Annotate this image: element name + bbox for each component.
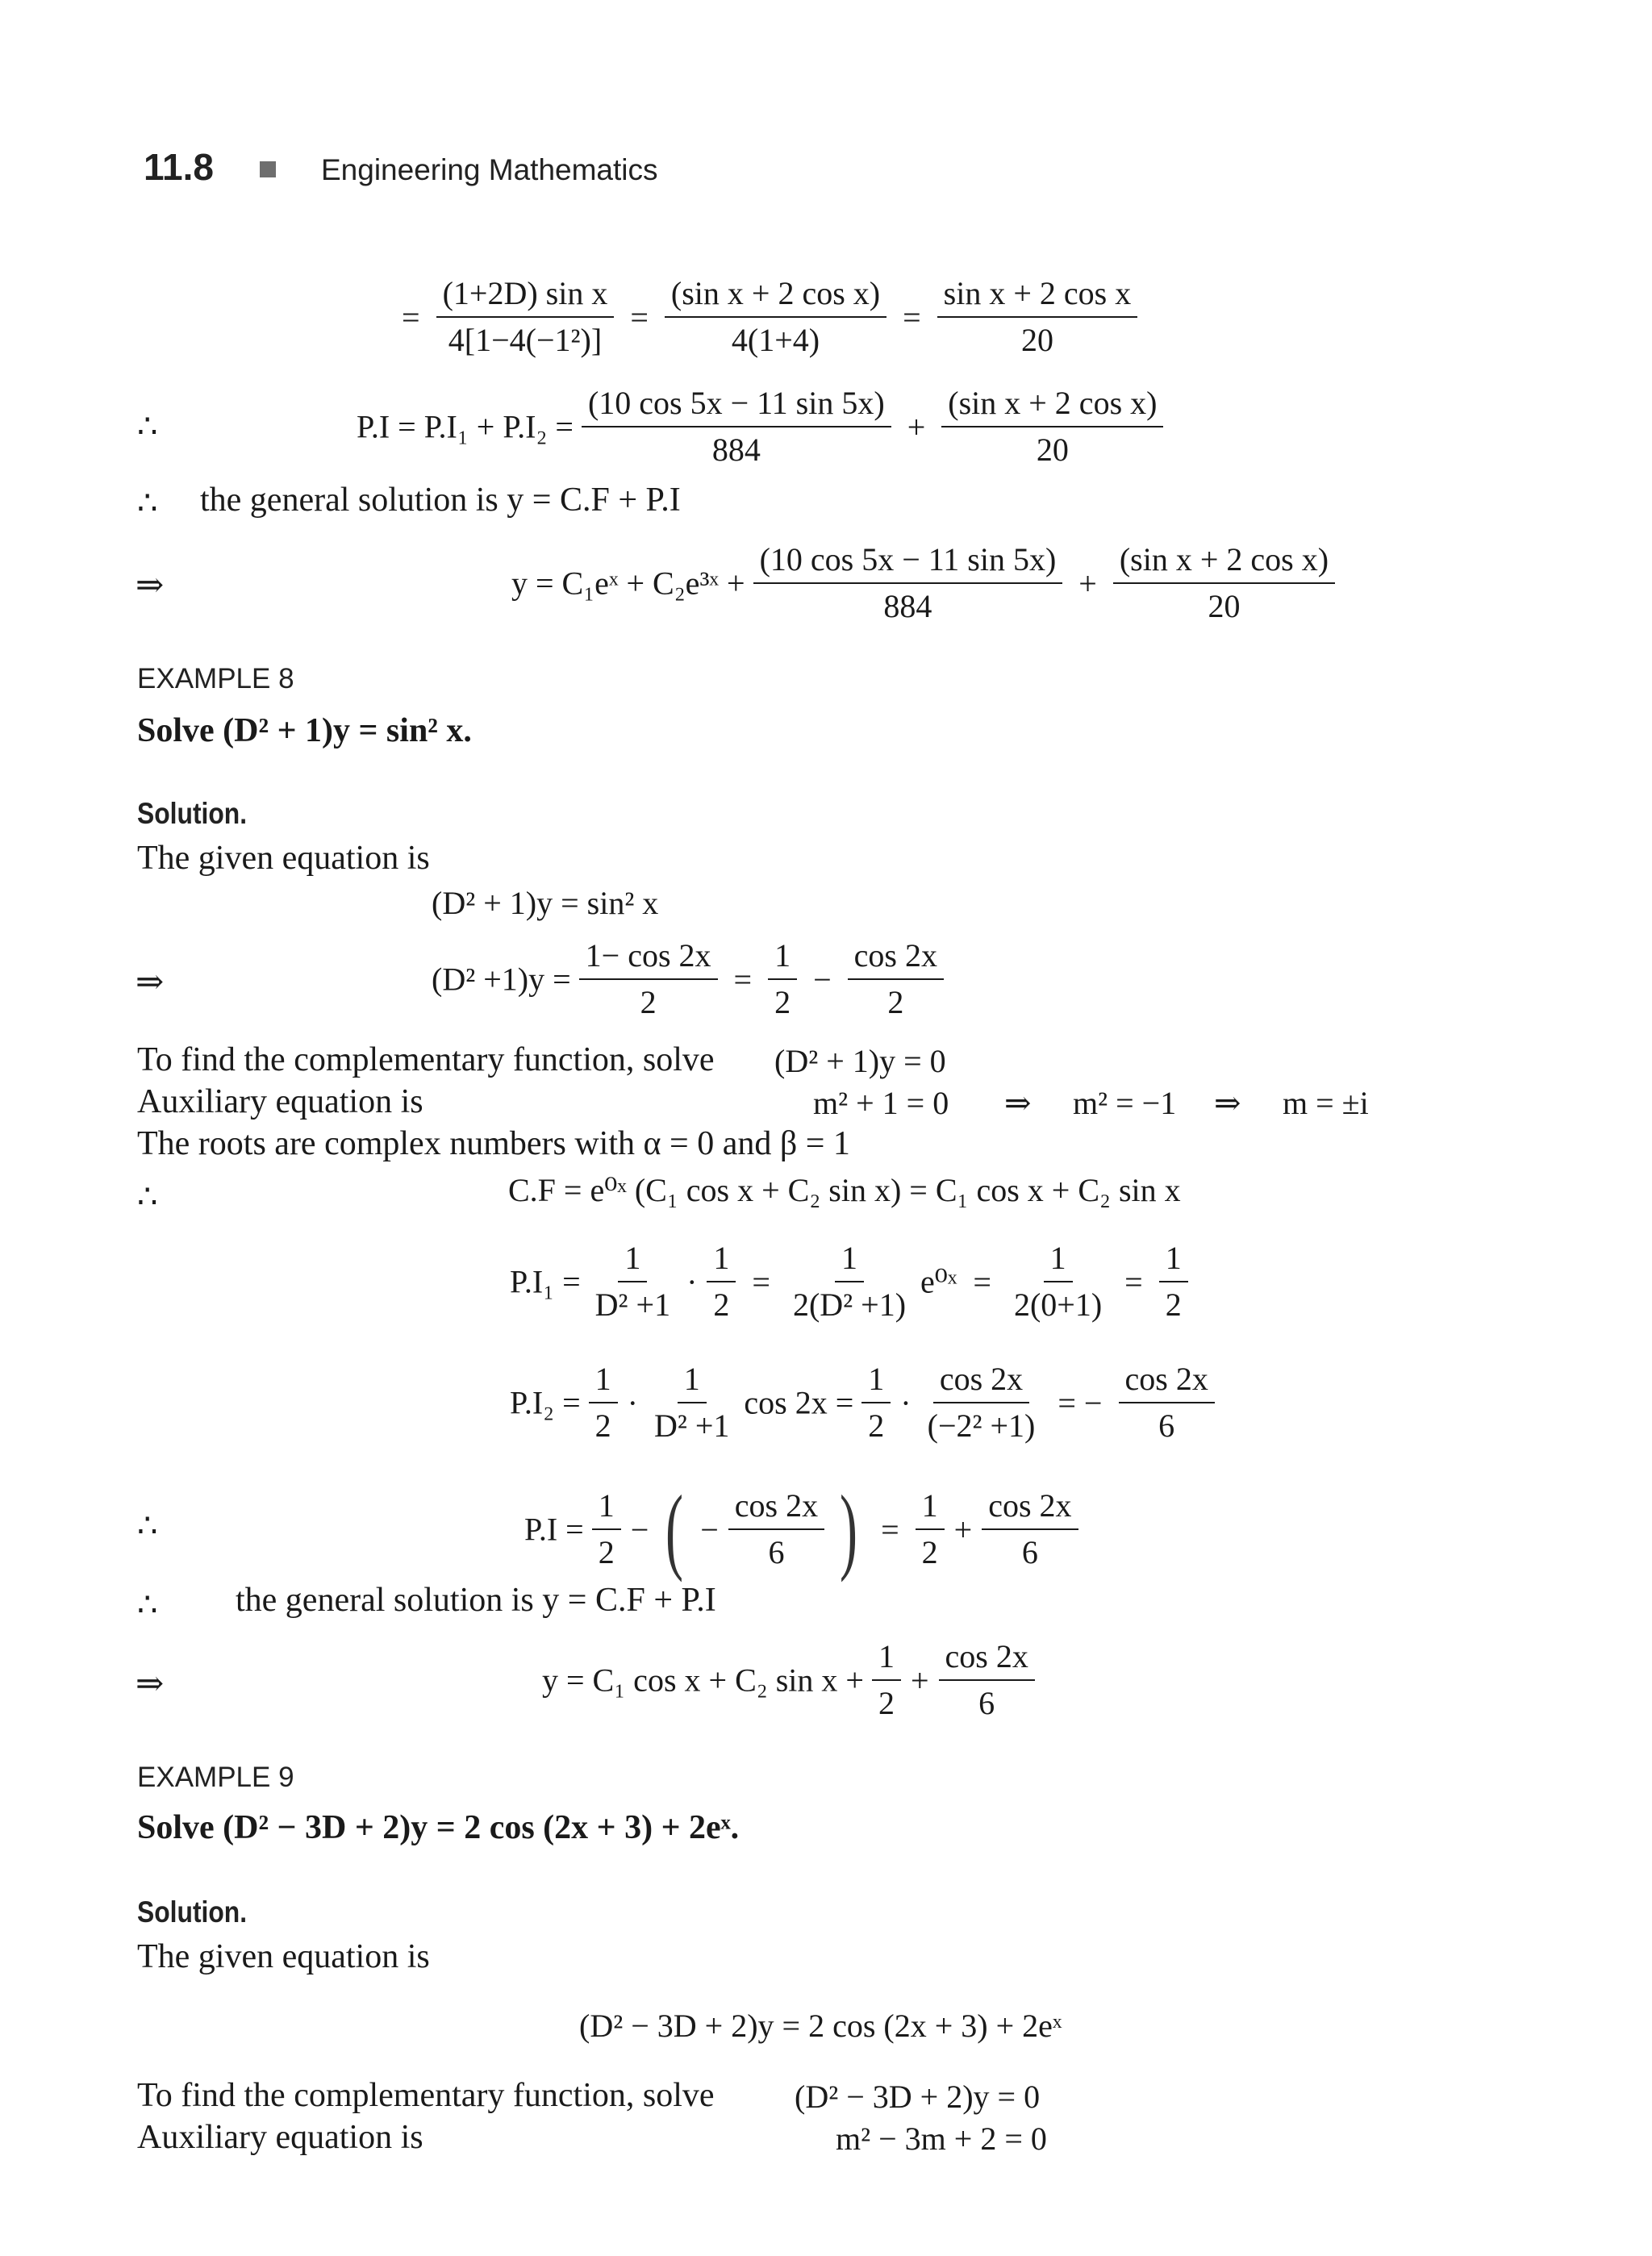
aux-text: Auxiliary equation is [137,1083,423,1120]
implies-symbol: ⇒ [1214,1085,1241,1121]
cf-equation: (D² − 3D + 2)y = 0 [795,2079,1041,2115]
intro-text: The given equation is [137,840,430,877]
general-solution-text: the general solution is y = C.F + P.I [200,482,681,519]
fraction: $\frac{1}{\text{2(D² +1)}}$ [792,1240,907,1323]
equation-expanded: (D² +1)y = $\frac{1- \cos 2x}{2}$ = $\frac{1}{2}$ − $\frac{\cos 2x}{2}$ [432,938,944,1020]
pi2-equation: P.I₂ = $\frac{1}{2}$ · $\frac{1}{\text{D² +1}}$ cos 2x = $\frac{1}{2}$ · $\frac{\cos 2x}{\text{(−2² +1)}}$ = − $\frac{\cos 2x}{6}$ [510,1362,1215,1444]
aux-equation-2: m² = −1 [1073,1085,1177,1121]
fraction: $\frac{1}{2}$ [861,1362,891,1444]
roots-text: The roots are complex numbers with α = 0 and β = 1 [137,1125,850,1162]
fraction: $\frac{\text{(1+2D) sin x}}{\text{4[1−4(−1²)]}}$ [436,276,615,358]
general-solution-equation: y = C₁ cos x + C₂ sin x + $\frac{1}{2}$ + $\frac{\cos 2x}{6}$ [542,1639,1035,1721]
page-number: 11.8 [144,146,214,188]
fraction: $\frac{\text{(sin x + 2 cos x)}}{20}$ [941,386,1163,468]
equation-given: (D² + 1)y = sin² x [432,885,659,921]
fraction: $\frac{1}{2}$ [872,1639,901,1721]
cf-result: C.F = e⁰ˣ (C₁ cos x + C₂ sin x) = C₁ cos x + C₂ sin x [508,1172,1181,1208]
problem-statement: Solve (D² + 1)y = sin² x. [137,712,472,749]
solution-label: Solution. [137,1895,248,1929]
fraction: $\frac{1}{2}$ [1159,1241,1188,1323]
fraction: $\frac{1}{\text{D² +1}}$ [653,1361,730,1444]
example-label: EXAMPLE 8 [137,663,294,694]
header-square-icon [260,161,276,177]
fraction: $\frac{(10 \cos 5x - 11 \sin 5x)}{884}$ [582,386,891,468]
fraction: $\frac{\cos 2x}{6}$ [728,1488,824,1570]
book-title: Engineering Mathematics [321,153,658,186]
solution-label: Solution. [137,797,248,830]
fraction: $\frac{\text{sin x + 2 cos x}}{20}$ [937,276,1138,358]
general-solution-text: the general solution is y = C.F + P.I [236,1582,716,1619]
fraction: $\frac{\cos 2x}{2}$ [848,938,944,1020]
fraction: $\frac{\cos 2x}{6}$ [939,1639,1035,1721]
equation-line-2: P.I = P.I₁ + P.I₂ = $\frac{(10 \cos 5x - 11 \sin 5x)}{884}$ + $\frac{\text{(sin x + 2 cos x)}}{20}$ [357,386,1163,468]
equation-line-1: = $\frac{\text{(1+2D) sin x}}{\text{4[1−4(−1²)]}}$ = $\frac{\text{(sin x + 2 cos x)}}{4(1+4)}$ = $\frac{\text{sin x + 2 cos x}}{20}$ [394,276,1137,358]
aux-equation-3: m = ±i [1283,1085,1369,1121]
therefore-symbol: ∴ [137,1587,158,1623]
fraction: $\frac{\cos 2x}{\text{(−2² +1)}}$ [927,1361,1036,1444]
pi-equation: P.I = $\frac{1}{2}$ − ( − $\frac{\cos 2x}{6}$ ) = $\frac{1}{2}$ + $\frac{\cos 2x}{6}$ [524,1481,1078,1578]
therefore-symbol: ∴ [137,408,158,444]
fraction: $\frac{1}{2(0+1)}$ [1013,1240,1103,1323]
fraction: $\frac{1}{2}$ [707,1241,736,1323]
intro-text: The given equation is [137,1938,430,1975]
example-label: EXAMPLE 9 [137,1762,294,1793]
fraction: $\frac{1}{2}$ [916,1488,945,1570]
fraction: $\frac{\text{(sin x + 2 cos x)}}{4(1+4)}$ [665,276,886,358]
fraction: $\frac{1}{\text{D² +1}}$ [594,1240,671,1323]
therefore-symbol: ∴ [137,485,158,521]
aux-equation: m² − 3m + 2 = 0 [836,2120,1047,2157]
pi1-equation: P.I₁ = $\frac{1}{\text{D² +1}}$ · $\frac{1}{2}$ = $\frac{1}{\text{2(D² +1)}}$ e⁰ˣ = $\frac{1}{2(0+1)}$ = $\frac{1}{2}$ [510,1241,1188,1323]
fraction: $\frac{\cos 2x}{6}$ [1119,1362,1215,1444]
implies-symbol: ⇒ [136,1666,165,1703]
fraction: $\frac{1- \cos 2x}{2}$ [579,938,718,1020]
equation-given: (D² − 3D + 2)y = 2 cos (2x + 3) + 2eˣ [579,2008,1062,2044]
fraction: $\frac{1}{2}$ [589,1362,618,1444]
fraction: $\frac{1}{2}$ [768,938,797,1020]
cf-text: To find the complementary function, solve [137,2077,715,2114]
cf-text: To find the complementary function, solve [137,1041,715,1078]
equation-line-4: y = C₁eˣ + C₂e³ˣ + $\frac{(10 \cos 5x - 11 \sin 5x)}{884}$ + $\frac{\text{(sin x + 2 cos x)}}{20}$ [511,542,1335,624]
aux-text: Auxiliary equation is [137,2119,423,2156]
aux-equation: m² + 1 = 0 [813,1085,949,1121]
problem-statement: Solve (D² − 3D + 2)y = 2 cos (2x + 3) + 2eˣ. [137,1809,740,1846]
fraction: $\frac{\cos 2x}{6}$ [982,1488,1078,1570]
implies-symbol: ⇒ [1004,1085,1032,1121]
implies-symbol: ⇒ [136,567,165,604]
therefore-symbol: ∴ [137,1178,158,1215]
cf-equation: (D² + 1)y = 0 [774,1043,946,1079]
therefore-symbol: ∴ [137,1507,158,1544]
fraction: $\frac{1}{2}$ [592,1488,621,1570]
fraction: $\frac{\text{(sin x + 2 cos x)}}{20}$ [1113,542,1335,624]
fraction: $\frac{(10 \cos 5x - 11 \sin 5x)}{884}$ [753,542,1063,624]
implies-symbol: ⇒ [136,964,165,1001]
